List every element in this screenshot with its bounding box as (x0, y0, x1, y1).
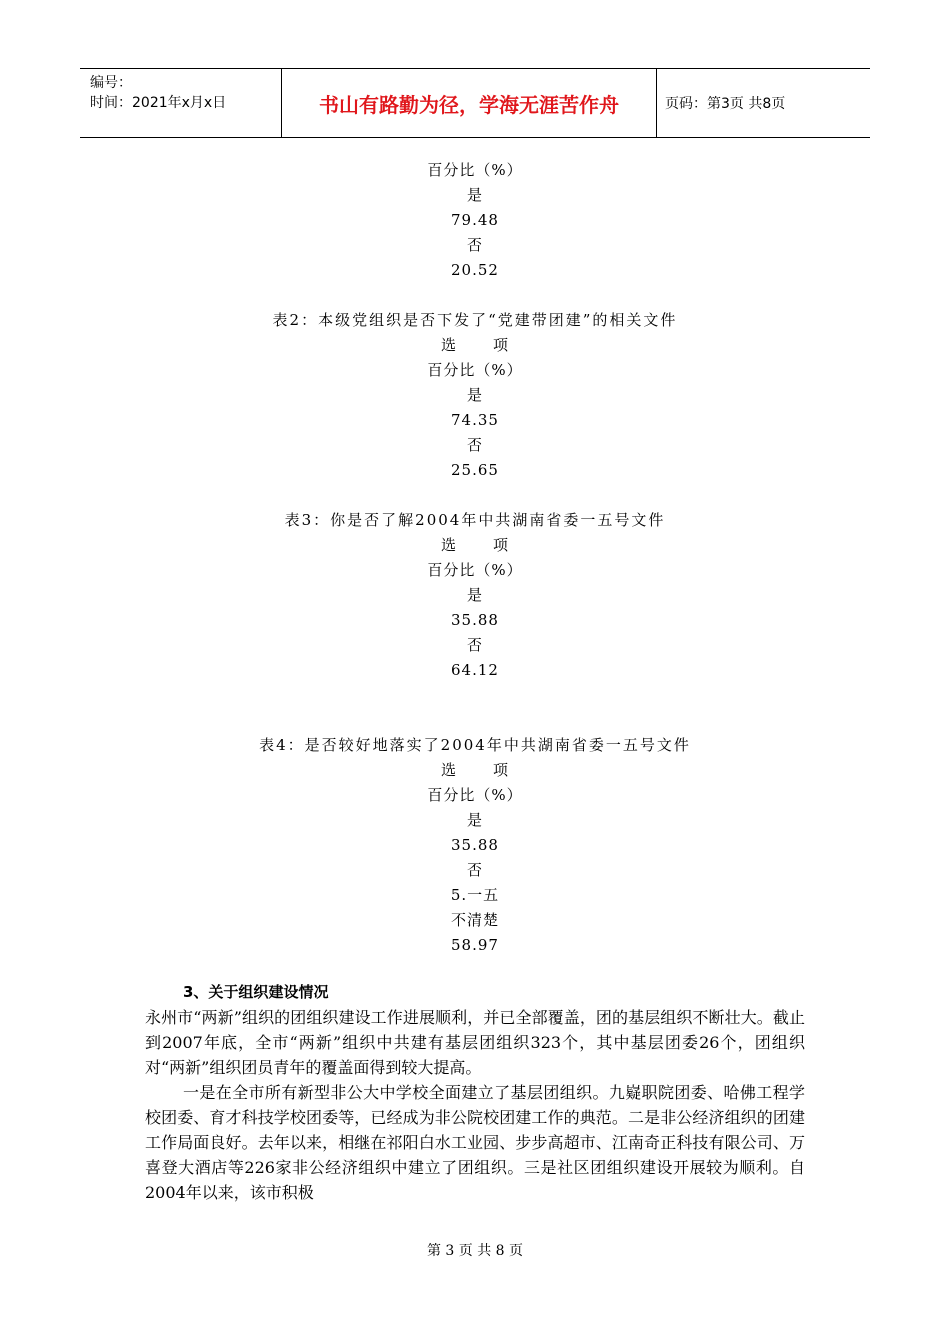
table-4-row-label: 不清楚 (450, 911, 499, 929)
section-paragraph-2: 一是在全市所有新型非公大中学校全面建立了基层团组织。九嶷职院团委、哈佛工程学校团委、育才科技学校团委等，已经成为非公院校团建工作的典范。二是非公经济组织的团建工作局面良好。去年以来，相继在祁阳白水工业园、步步高超市、江南奇正科技有限公司、万喜登大酒店等226家非公经济组织中建立了团组织。三是社区团组织建设开展较为顺利。自2004年以来，该市积极 (145, 1083, 805, 1202)
page-header (80, 68, 870, 138)
table-2-row-label: 否 (466, 436, 483, 454)
table-3-col-percent: 百分比（%） (427, 561, 523, 579)
header-date: 时间：2021年x月x日 (90, 95, 227, 111)
table-1-row-value: 79.48 (451, 211, 499, 229)
table-3-opt-a: 选 (440, 536, 457, 554)
table-4-col-percent: 百分比（%） (427, 786, 523, 804)
table-2-opt-a: 选 (440, 336, 457, 354)
table-1-tail (0, 158, 950, 283)
table-2-row-label: 是 (466, 386, 483, 404)
section-body (145, 980, 805, 1205)
table-4-opt-a: 选 (440, 761, 457, 779)
table-3 (0, 508, 950, 683)
table-4 (0, 733, 950, 958)
table-2-opt-b: 项 (493, 336, 510, 354)
table-1-row-label: 否 (466, 236, 483, 254)
table-4-option-header (0, 758, 950, 783)
table-1-col-percent: 百分比（%） (427, 161, 523, 179)
table-2-title: 表2：本级党组织是否下发了“党建带团建”的相关文件 (272, 311, 678, 329)
table-1-row-label: 是 (466, 186, 483, 204)
table-4-row-label: 否 (466, 861, 483, 879)
table-3-row-label: 否 (466, 636, 483, 654)
header-code-label: 编号： (90, 75, 132, 91)
table-3-title: 表3：你是否了解2004年中共湖南省委一五号文件 (284, 511, 666, 529)
page-footer: 第 3 页 共 8 页 (426, 1243, 524, 1259)
table-2-row-value: 25.65 (451, 461, 499, 479)
table-3-row-label: 是 (466, 586, 483, 604)
table-1-row-value: 20.52 (451, 261, 499, 279)
table-2-col-percent: 百分比（%） (427, 361, 523, 379)
table-4-row-value: 58.97 (451, 936, 499, 954)
table-3-row-value: 64.12 (451, 661, 499, 679)
table-2 (0, 308, 950, 483)
table-3-opt-b: 项 (493, 536, 510, 554)
table-4-row-label: 是 (466, 811, 483, 829)
section-heading: 3、关于组织建设情况 (183, 983, 329, 1001)
table-4-title: 表4：是否较好地落实了2004年中共湖南省委一五号文件 (259, 736, 691, 754)
header-meta (90, 73, 280, 113)
table-3-option-header (0, 533, 950, 558)
header-page-info: 页码：第3页 共8页 (665, 96, 786, 112)
section-paragraph-1: 永州市“两新”组织的团组织建设工作进展顺利，并已全部覆盖，团的基层组织不断壮大。截止到2007年底，全市“两新”组织中共建有基层团组织323个，其中基层团委26个，团组织对“两新”组织团员青年的覆盖面得到较大提高。 (145, 1008, 805, 1077)
survey-tables (0, 158, 950, 958)
header-motto: 书山有路勤为径，学海无涯苦作舟 (281, 69, 657, 137)
table-2-row-value: 74.35 (451, 411, 499, 429)
table-4-opt-b: 项 (493, 761, 510, 779)
table-4-row-value: 35.88 (451, 836, 499, 854)
table-2-option-header (0, 333, 950, 358)
table-4-row-value: 5.一五 (450, 886, 500, 904)
table-3-row-value: 35.88 (451, 611, 499, 629)
